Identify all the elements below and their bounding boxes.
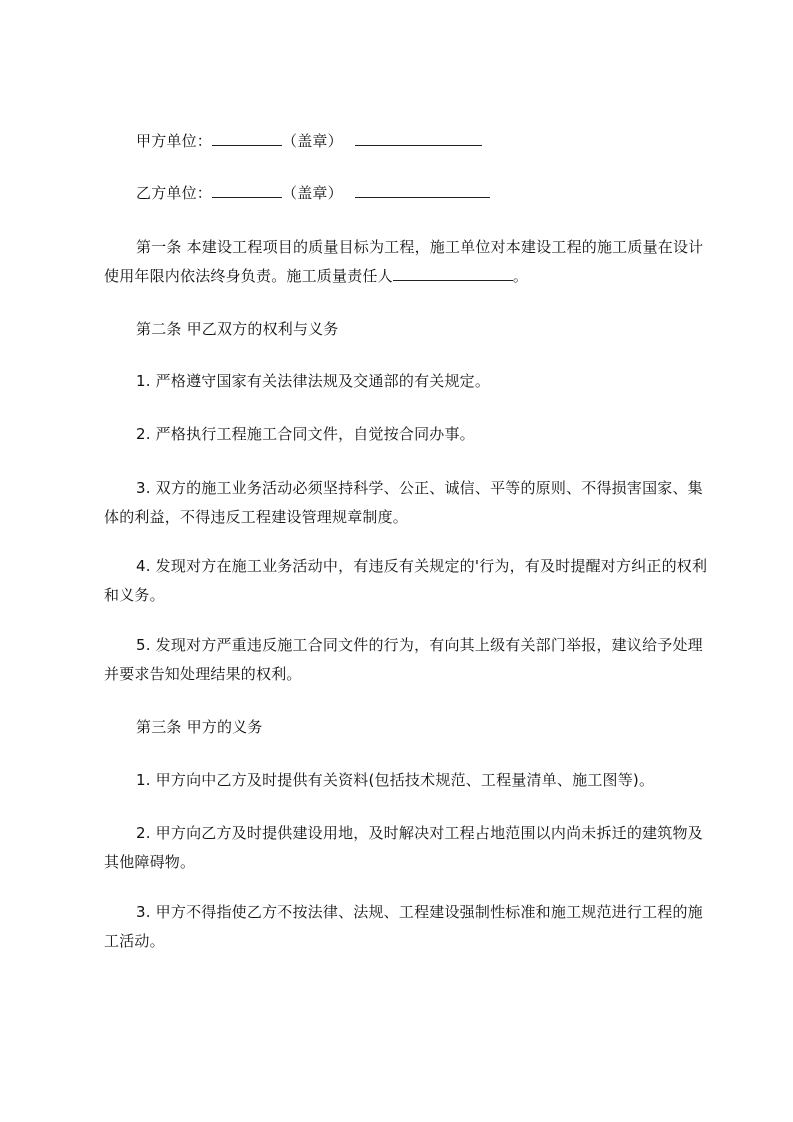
article-2-item-2: 2. 严格执行工程施工合同文件，自觉按合同办事。: [136, 425, 475, 443]
article-3-title: 第三条 甲方的义务: [136, 718, 263, 736]
article-2-item-4: 4. 发现对方在施工业务活动中，有违反有关规定的'行为，有及时提醒对方纠正的权利和义务。: [104, 557, 708, 604]
article-1: [104, 233, 714, 291]
article-3-item-3: 3. 甲方不得指使乙方不按法律、法规、工程建设强制性标准和施工规范进行工程的施工活动。: [104, 903, 703, 950]
article-2-title: 第二条 甲乙双方的权利与义务: [136, 320, 339, 338]
article-1-text: 第一条 本建设工程项目的质量目标为工程，施工单位对本建设工程的施工质量在设计使用年限内依法终身负责。施工质量责任人: [104, 238, 704, 285]
article-2-item-1: 1. 严格遵守国家有关法律法规及交通部的有关规定。: [136, 372, 491, 390]
party-a-seal: （盖章）: [282, 132, 343, 150]
article-3-item-2: 2. 甲方向乙方及时提供建设用地，及时解决对工程占地范围以内尚未拆迁的建筑物及其他障碍物。: [104, 824, 703, 871]
party-a-signature-blank: [355, 131, 482, 146]
article-3-item-1: 1. 甲方向中乙方及时提供有关资料(包括技术规范、工程量清单、施工图等)。: [136, 771, 655, 789]
article-2-item-5: 5. 发现对方严重违反施工合同文件的行为，有向其上级有关部门举报，建议给予处理并要求告知处理结果的权利。: [104, 636, 703, 683]
party-b-signature-blank: [355, 183, 490, 198]
article-2-item-3: 3. 双方的施工业务活动必须坚持科学、公正、诚信、平等的原则、不得损害国家、集体的利益，不得违反工程建设管理规章制度。: [104, 479, 703, 526]
party-b-seal: （盖章）: [282, 184, 343, 202]
party-a-blank: [212, 131, 282, 146]
quality-responsible-blank: [393, 266, 513, 281]
party-a-line: [136, 127, 736, 156]
article-1-end: 。: [512, 267, 529, 285]
party-a-label: 甲方单位：: [136, 132, 213, 150]
party-b-blank: [212, 183, 282, 198]
party-b-line: [136, 179, 736, 208]
party-b-label: 乙方单位：: [136, 184, 213, 202]
